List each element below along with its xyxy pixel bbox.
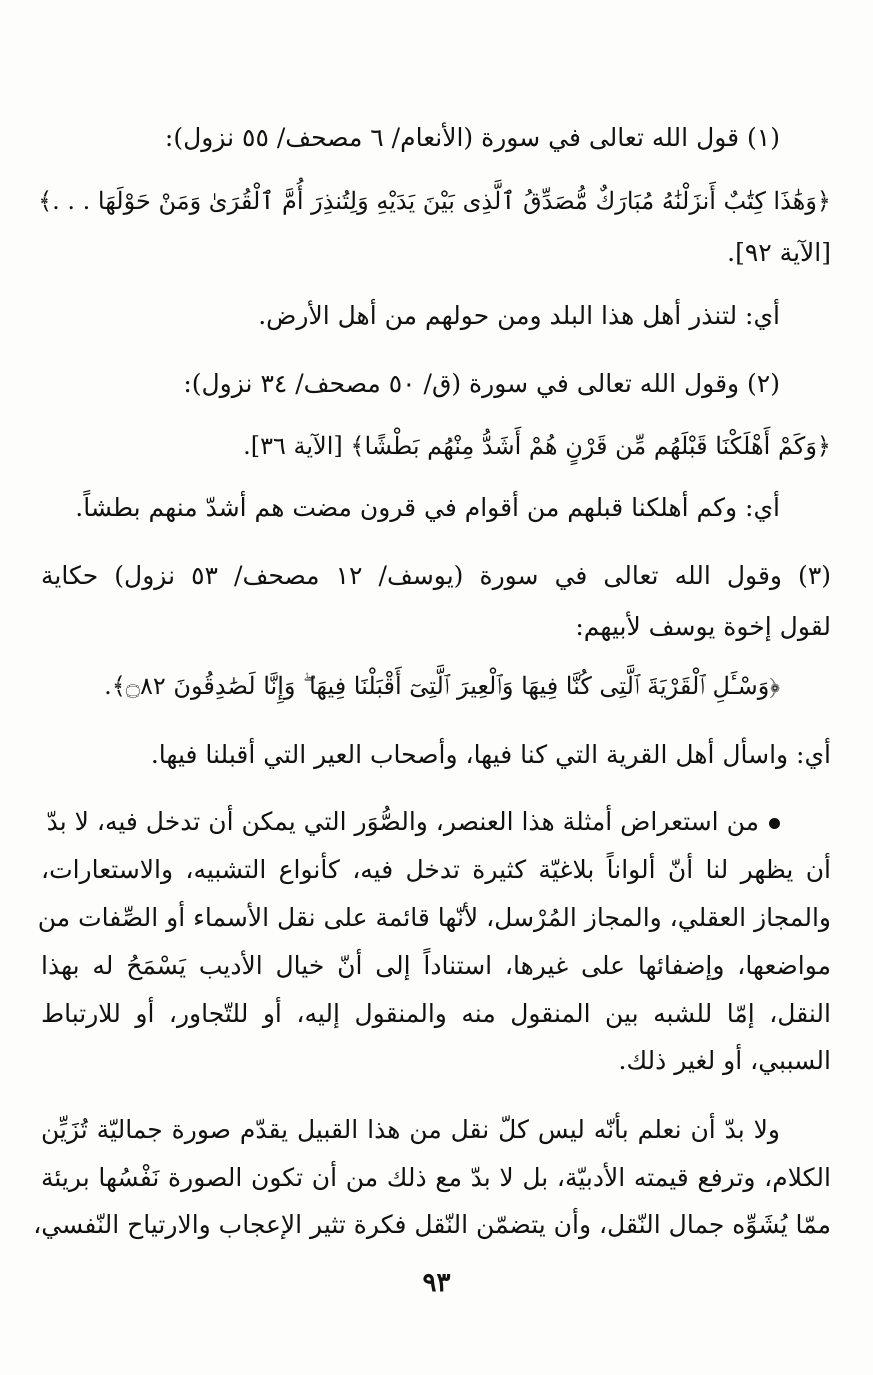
paragraph-1-line-6: السببي، أو لغير ذلك. xyxy=(618,1046,831,1075)
verse-1-reference: [الآية ٩٢]. xyxy=(727,238,831,267)
verse-2-explanation: أي: وكم أهلكنا قبلهم من أقوام في قرون مضت هم أشدّ منهم بطشاً. xyxy=(75,493,780,522)
paragraph-1-line-1-text: من استعراض أمثلة هذا العنصر، والصُّوَر التي يمكن أن تدخل فيه، لا بدّ xyxy=(46,807,759,836)
paragraph-1-line-1 xyxy=(46,804,780,840)
example-3-heading: (٣) وقول الله تعالى في سورة (يوسف/ ١٢ مصحف/ ٥٣ نزول) حكاية xyxy=(41,561,832,590)
paragraph-2-line-2: الكلام، وترفع قيمته الأدبيّة، بل لا بدّ مع ذلك من أن تكون الصورة نَفْسُها بريئة xyxy=(41,1163,831,1192)
page-number: ٩٣ xyxy=(422,1268,451,1298)
verse-1-explanation: أي: لتنذر أهل هذا البلد ومن حولهم من أهل الأرض. xyxy=(258,301,780,330)
quran-verse-1: ﴿وَهَٰذَا كِتَٰبٌ أَنزَلْنَٰهُ مُبَارَكٌ مُّصَدِّقُ ٱلَّذِى بَيْنَ يَدَيْهِ وَلِتُنذِرَ أُمَّ ٱلْقُرَىٰ وَمَنْ حَوْلَهَا . . .﴾ xyxy=(38,187,831,215)
bullet-icon xyxy=(769,818,780,829)
paragraph-1-line-2: أن يظهر لنا أنّ ألواناً بلاغيّة كثيرة تدخل فيه، كأنواع التشبيه، والاستعارات، xyxy=(41,855,831,884)
verse-3-explanation: أي: واسأل أهل القرية التي كنا فيها، وأصحاب العير التي أقبلنا فيها. xyxy=(150,740,831,769)
example-3-heading-continued: لقول إخوة يوسف لأبيهم: xyxy=(575,612,831,641)
paragraph-1-line-3: والمجاز العقلي، والمجاز المُرْسل، لأنّها قائمة على نقل الأسماء أو الصِّفات من xyxy=(37,903,831,932)
example-2-heading: (٢) وقول الله تعالى في سورة (ق/ ٥٠ مصحف/ ٣٤ نزول): xyxy=(183,369,780,398)
quran-verse-2: ﴿وَكَمْ أَهْلَكْنَا قَبْلَهُم مِّن قَرْنٍ هُمْ أَشَدُّ مِنْهُم بَطْشًا﴾ [الآية ٣٦]. xyxy=(243,432,831,460)
quran-verse-3: ﴿وَسْـَٔلِ ٱلْقَرْيَةَ ٱلَّتِى كُنَّا فِيهَا وَٱلْعِيرَ ٱلَّتِىٓ أَقْبَلْنَا فِيهَا ۖ وَإِنَّا لَصَٰدِقُونَ ۝٨٢﴾. xyxy=(104,672,780,700)
paragraph-2-line-1: ولا بدّ أن نعلم بأنّه ليس كلّ نقل من هذا القبيل يقدّم صورة جماليّة تُزَيِّن xyxy=(41,1115,780,1144)
example-1-heading: (١) قول الله تعالى في سورة (الأنعام/ ٦ مصحف/ ٥٥ نزول): xyxy=(164,123,780,152)
paragraph-1-line-4: مواضعها، وإضفائها على غيرها، استناداً إلى أنّ خيال الأديب يَسْمَحُ له بهذا xyxy=(41,951,831,980)
paragraph-2-line-3: ممّا يُشَوِّه جمال النّقل، وأن يتضمّن النّقل فكرة تثير الإعجاب والارتياح النّفسي، xyxy=(33,1210,831,1239)
paragraph-1-line-5: النقل، إمّا للشبه بين المنقول منه والمنقول إليه، أو للتّجاور، أو للارتباط xyxy=(41,999,831,1028)
